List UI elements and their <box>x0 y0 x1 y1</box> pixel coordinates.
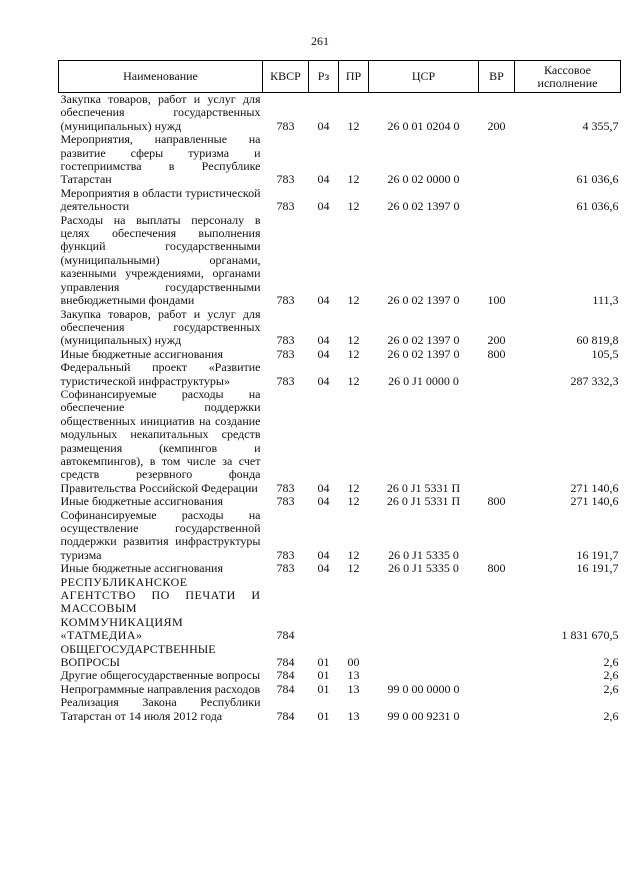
header-name: Наименование <box>59 61 263 93</box>
header-amount: Кассовое исполнение <box>515 61 621 93</box>
table-body <box>59 93 621 724</box>
cell-name: РЕСПУБЛИКАНСКОЕ АГЕНТСТВО ПО ПЕЧАТИ И МАССОВЫМ КОММУНИКАЦИЯМ «ТАТМЕДИА» <box>60 574 261 643</box>
table-row <box>59 509 621 563</box>
cell-vr: 100 <box>487 293 506 308</box>
table-row <box>59 683 621 696</box>
cell-rz: 01 <box>317 668 330 683</box>
cell-pr: 12 <box>347 561 360 576</box>
cell-kvsr: 783 <box>276 373 295 388</box>
cell-csr: 26 0 02 1397 0 <box>387 333 460 348</box>
cell-rz: 01 <box>317 655 330 670</box>
cell-csr: 99 0 00 9231 0 <box>387 708 460 723</box>
cell-pr: 12 <box>347 199 360 214</box>
cell-rz: 04 <box>317 547 330 562</box>
cell-csr: 26 0 01 0204 0 <box>387 118 460 133</box>
cell-pr: 12 <box>347 333 360 348</box>
cell-kvsr: 783 <box>276 346 295 361</box>
cell-csr: 99 0 00 0000 0 <box>387 681 460 696</box>
table-row <box>59 643 621 670</box>
table-row <box>59 388 621 495</box>
header-vr: ВР <box>479 61 515 93</box>
cell-pr: 12 <box>347 373 360 388</box>
cell-pr: 13 <box>347 708 360 723</box>
cell-csr: 26 0 02 1397 0 <box>387 293 460 308</box>
cell-csr <box>369 669 479 682</box>
cell-kvsr: 783 <box>276 480 295 495</box>
cell-rz: 04 <box>317 494 330 509</box>
cell-amount: 2,6 <box>603 655 619 670</box>
cell-vr <box>479 643 515 670</box>
cell-kvsr: 783 <box>276 547 295 562</box>
header-pr: ПР <box>339 61 369 93</box>
cell-csr: 26 0 J1 0000 0 <box>388 373 459 388</box>
table-row <box>59 93 621 134</box>
cell-rz: 04 <box>317 199 330 214</box>
cell-vr <box>479 187 515 214</box>
table-row <box>59 308 621 348</box>
cell-kvsr: 784 <box>276 681 295 696</box>
cell-kvsr: 783 <box>276 561 295 576</box>
cell-vr <box>479 361 515 388</box>
cell-csr <box>369 576 479 643</box>
cell-pr: 12 <box>347 480 360 495</box>
cell-name: Расходы на выплаты персоналу в целях обеспечения выполнения функций государственными (муниципальными) органами, казенными учреждениями, органами управления государственными внебюджетными фондами <box>60 212 261 308</box>
cell-amount: 1 831 670,5 <box>561 628 619 643</box>
cell-pr: 13 <box>347 681 360 696</box>
table-row <box>59 133 621 187</box>
cell-vr <box>479 509 515 563</box>
cell-rz: 04 <box>317 346 330 361</box>
cell-name: Закупка товаров, работ и услуг для обеспечения государственных (муниципальных) нужд <box>60 92 261 133</box>
cell-name: Мероприятия, направленные на развитие сферы туризма и гостеприимства в Республике Татарстан <box>60 132 261 187</box>
cell-amount: 271 140,6 <box>570 494 619 509</box>
cell-pr: 12 <box>347 172 360 187</box>
header-row <box>59 61 621 93</box>
cell-kvsr: 784 <box>276 708 295 723</box>
table-row <box>59 361 621 388</box>
cell-rz: 04 <box>317 373 330 388</box>
cell-name: Софинансируемые расходы на осуществление государственной поддержки развития инфраструктуры туризма <box>60 507 261 562</box>
cell-amount: 271 140,6 <box>570 480 619 495</box>
cell-vr: 800 <box>487 346 506 361</box>
cell-csr: 26 0 J1 5331 П <box>386 494 461 509</box>
cell-pr: 12 <box>347 346 360 361</box>
cell-kvsr: 784 <box>276 628 295 643</box>
cell-amount: 61 036,6 <box>576 199 619 214</box>
cell-pr <box>339 576 369 643</box>
cell-rz: 01 <box>317 708 330 723</box>
cell-rz: 04 <box>317 118 330 133</box>
cell-rz: 04 <box>317 172 330 187</box>
table-row <box>59 495 621 508</box>
cell-pr: 12 <box>347 118 360 133</box>
cell-amount: 61 036,6 <box>576 172 619 187</box>
cell-pr: 12 <box>347 293 360 308</box>
cell-vr: 800 <box>487 561 506 576</box>
cell-amount: 4 355,7 <box>582 118 619 133</box>
cell-name: Мероприятия в области туристической деятельности <box>60 185 261 214</box>
cell-kvsr: 783 <box>276 118 295 133</box>
cell-csr: 26 0 J1 5335 0 <box>388 561 459 576</box>
cell-name: Федеральный проект «Развитие туристической инфраструктуры» <box>60 360 261 388</box>
cell-vr: 200 <box>487 118 506 133</box>
cell-vr <box>479 696 515 723</box>
cell-amount: 2,6 <box>603 668 619 683</box>
cell-rz: 04 <box>317 333 330 348</box>
cell-amount: 16 191,7 <box>576 547 619 562</box>
cell-csr: 26 0 02 1397 0 <box>387 346 460 361</box>
cell-name: ОБЩЕГОСУДАРСТВЕННЫЕ ВОПРОСЫ <box>60 641 216 670</box>
cell-amount: 2,6 <box>603 708 619 723</box>
cell-vr <box>479 683 515 696</box>
cell-csr: 26 0 J1 5335 0 <box>388 547 459 562</box>
cell-amount: 16 191,7 <box>576 561 619 576</box>
cell-name: Иные бюджетные ассигнования <box>60 561 223 576</box>
table-row <box>59 669 621 682</box>
cell-kvsr: 784 <box>276 668 295 683</box>
cell-name: Иные бюджетные ассигнования <box>60 494 223 509</box>
cell-vr: 800 <box>487 494 506 509</box>
cell-name: Иные бюджетные ассигнования <box>60 346 223 361</box>
cell-vr: 200 <box>487 333 506 348</box>
header-rz: Рз <box>309 61 339 93</box>
cell-rz <box>309 576 339 643</box>
cell-amount: 287 332,3 <box>570 373 619 388</box>
cell-kvsr: 783 <box>276 199 295 214</box>
table-row <box>59 348 621 361</box>
header-csr: ЦСР <box>369 61 479 93</box>
table-row <box>59 576 621 643</box>
table-row <box>59 696 621 723</box>
cell-rz: 04 <box>317 480 330 495</box>
cell-rz: 04 <box>317 293 330 308</box>
table-header <box>59 61 621 93</box>
cell-pr: 13 <box>347 668 360 683</box>
cell-amount: 111,3 <box>592 293 619 308</box>
cell-vr <box>479 576 515 643</box>
cell-csr: 26 0 02 1397 0 <box>387 199 460 214</box>
cell-rz: 04 <box>317 561 330 576</box>
cell-name: Реализация Закона Республики Татарстан от 14 июля 2012 года <box>60 695 261 723</box>
table-row <box>59 214 621 308</box>
cell-kvsr: 783 <box>276 494 295 509</box>
header-kvsr: КВСР <box>263 61 309 93</box>
budget-table <box>58 60 621 723</box>
cell-vr <box>479 133 515 187</box>
cell-amount: 2,6 <box>603 681 619 696</box>
cell-amount: 60 819,8 <box>576 333 619 348</box>
cell-name: Непрограммные направления расходов <box>60 681 261 696</box>
table-row <box>59 562 621 575</box>
cell-pr: 00 <box>347 655 360 670</box>
cell-kvsr: 783 <box>276 172 295 187</box>
cell-name: Закупка товаров, работ и услуг для обеспечения государственных (муниципальных) нужд <box>60 306 261 348</box>
cell-csr: 26 0 J1 5331 П <box>386 480 461 495</box>
cell-csr <box>369 643 479 670</box>
cell-rz: 01 <box>317 681 330 696</box>
cell-kvsr: 784 <box>276 655 295 670</box>
cell-amount: 105,5 <box>591 346 619 361</box>
table-row <box>59 187 621 214</box>
cell-pr: 12 <box>347 494 360 509</box>
cell-vr <box>479 669 515 682</box>
cell-kvsr: 783 <box>276 293 295 308</box>
page-number: 261 <box>311 34 329 48</box>
cell-pr: 12 <box>347 547 360 562</box>
cell-name: Другие общегосударственные вопросы <box>60 668 261 683</box>
cell-kvsr: 783 <box>276 333 295 348</box>
cell-csr: 26 0 02 0000 0 <box>387 172 460 187</box>
cell-vr <box>479 388 515 495</box>
cell-name: Софинансируемые расходы на обеспечение поддержки общественных инициатив на создание модульных некапитальных средств размещения (кемпингов и автокемпингов), в том числе за счет средств резервного фонда Правительства Российской Федерации <box>60 386 261 495</box>
